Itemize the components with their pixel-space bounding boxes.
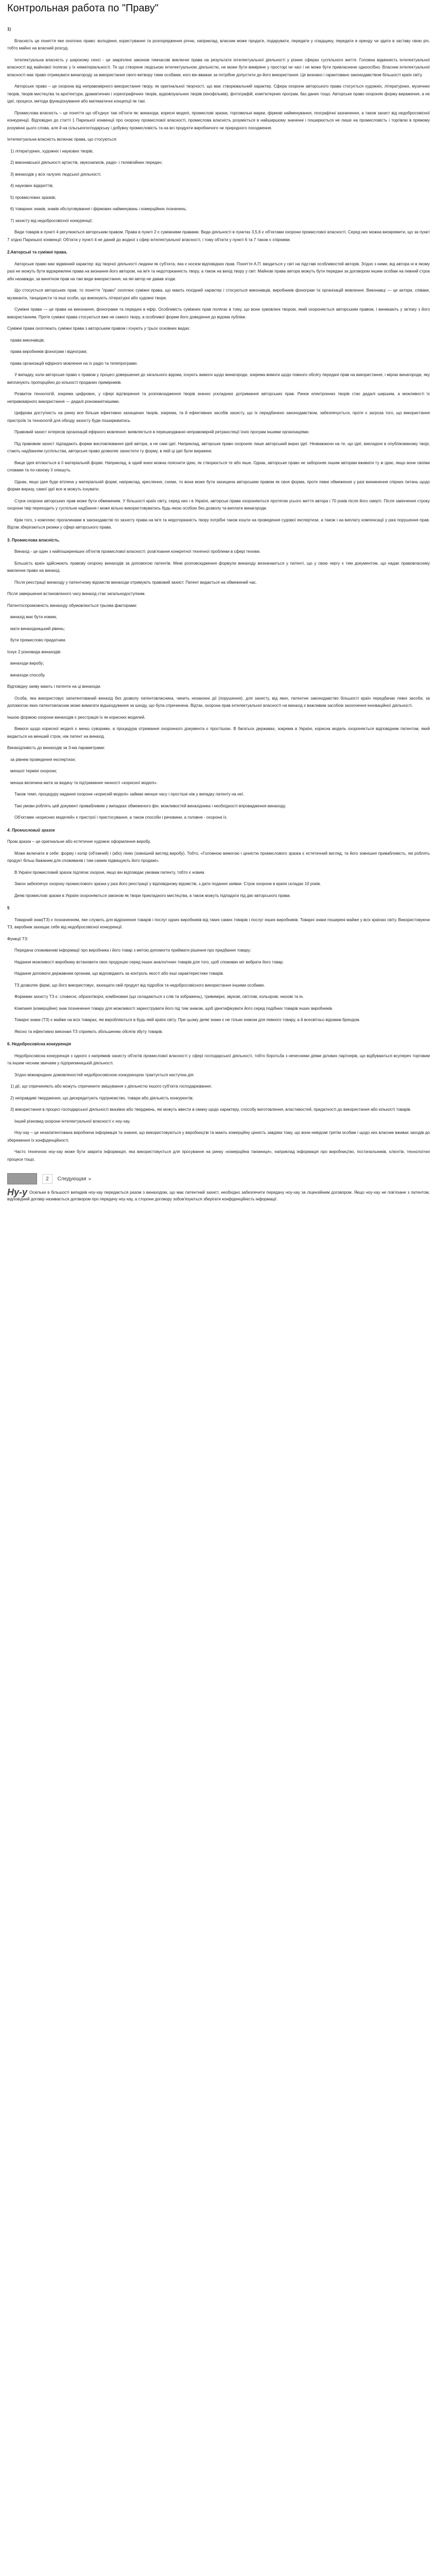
paragraph: Інший різновид охорони інтелектуальної власності є ноу-хау.: [14, 1118, 131, 1124]
page: [0, 2, 436, 1202]
paragraph: В Україні промисловий зразок підлягає охороні, якщо він відповідає умовам патенту, тобто є новим.: [14, 870, 205, 875]
next-page-label: Следующая: [57, 1176, 86, 1182]
paragraph: Правовий захист інтересів організацій ефірного мовлення: виявляється в перешкоджанні неправомірній ретрансляції їхніх програм іншими організаціями.: [14, 430, 310, 434]
list-item: винаходи способу.: [10, 672, 46, 677]
section-heading: 3. Промислова власність.: [7, 537, 60, 543]
paragraph: Вище ідея втілюється в її матеріальній формі. Наприклад, в одній книзі можна пояснити ідею, як створюється те або інше. Однак, авторське право не забороняє іншим авторам вживати ту ж ідею, якщо вони своїми словами та по-своєму її опишуть.: [7, 460, 430, 472]
paragraph: Патентоспроможність винаходу обумовлюється трьома факторами:: [7, 603, 137, 608]
paragraph: Товарний знак(ТЗ) є позначенням, яке служить для відрізнення товарів і послуг одних виробників від таких самих товарів і послуг інших виробників. Товарні знаки поширені майже у всіх країнах світу. Використовуючи ТЗ, виробник захищає себе від недобросовісної конкуренції.: [7, 917, 430, 929]
paragraph: Винахідливість до винаходів за 3-ма параметрами:: [7, 745, 106, 750]
current-page-number: 2: [42, 1174, 53, 1184]
paragraph: Недобросовісна конкуренція з одного з напрямків захисту об'єктів промислової власності у сфері господарської діяльності, тобто боротьба з нечесними діями ділових партнерів, що відбуваються всупереч торговим та іншим чесним звичаям у підприємницькій діяльності.: [7, 1053, 430, 1065]
paragraph: Під правовим захист підпадають форми висловлювання ідей автора, а не самі ідеї. Наприклад, авторське право охороняє лише авторський вираз ідеї. Незважаючи на те, що ідеї, викладені в опублікованому творі, стають надбанням суспільства, авторське право дозволяє захистити ту форму, в якій ці ідеї були виражені.: [7, 441, 430, 453]
paragraph: ТЗ дозволяє фірмі, що його використовує, захищати свій продукт від підробок та недобросовісного використання іншими особами.: [14, 982, 265, 988]
list-item: менша величина мита за видачу та підтримання чинності «корисної моделі».: [10, 780, 158, 785]
paragraph: Строк охорони авторських прав може бути обмеженим. У більшості країн світу, серед них і в Україні, авторські права охороняються протягом усього життя автора і 70 років після його смерті. Після закінчення строку охорони твір переходить у суспільне надбання і може вільно використовуватись будь-якою особою без дозволу та виплати винагороди.: [7, 498, 430, 511]
list-item: за рівнем проведення експертизи;: [10, 757, 76, 762]
list-item: бути промислово придатним.: [10, 638, 66, 642]
paragraph: Іншою формою охорони винаходів є реєстрація їх як корисних моделей.: [7, 715, 146, 720]
list-item: 1) літературних, художніх і наукових творів;: [10, 148, 94, 154]
paragraph: Товарні знаки (ТЗ) є майже на всіх товарах, які виробляються в будь-якій країні світу. При цьому деякі знаки є не тільки знаком для певного товару, а й всесвітньо відомим брендом.: [14, 1018, 360, 1022]
pagination: [7, 1173, 430, 1185]
next-arrow-icon: »: [88, 1176, 92, 1182]
list-item: 3) винаходів у всіх галузях людської діяльності;: [10, 172, 101, 177]
paragraph: Авторське право має відмінний характер: від творчої діяльності людини як суб'єкта, яка є носієм відповідних прав. Поняття А.П. вводиться у світ на підставі особливостей авторів. Згідно з ними, від автора ні в якому разі не можуть бути відокремлені права на визнання його автором, на ім'я та недоторканність твору, а також на вихід твору у світ. Майнові права автора можуть бути передані за договором іншим особам на певний строк або назавжди, за винятком прав на такі види використання, на які автор не давав згоди.: [7, 261, 430, 281]
paragraph: Крім того, з комплекс прогалинами в законодавстві по захисту права на ім'я та недоторканість твору потрібні також кошти на проведення судової експертизи, а також і на виплату компенсації у разі порушення прав. Відтак зберігаються ризики у сфері авторського права.: [7, 517, 430, 530]
paragraph: Особа, яка використовує запатентований винахід без дозволу патентовласника, чинить незаконні дії (порушення), для захисту, від яких, патентне законодавство більшості країн передбачає певні засоби, за допомогою яких патентовласник може вимагати відшкодування за шкоду, що була спричинена. Відтак, охорона прав інтелектуальної власності на винахід є важливим засобом заохочення інноваційної діяльності.: [7, 696, 430, 708]
paragraph: Суміжні права — це права на виконання, фонограми та передачі в ефір. Особливість суміжних прав полягає в тому, що вони зумовлені твором, який охороняється авторським правом, і виникають у зв'язку з його використанням. Проте суміжні права стосуються вже не самого твору, а особливої форми його доведення до відома публіки.: [7, 307, 430, 319]
section-heading: 5: [7, 906, 10, 910]
list-item: 7) захисту від недобросовісної конкуренції;: [10, 218, 93, 223]
paragraph: Функції ТЗ:: [7, 936, 28, 941]
list-item: права виробників фонограм і відеограм;: [10, 349, 88, 354]
paragraph: Відповідну заяву мають і патенти на ці винаходи.: [7, 684, 101, 689]
paragraph: Може включати в себе: форму і колір (об'ємний) і (або) лінію (зовнішній вигляд виробу). Тобто, «Головною вимогою і цінністю промислового зразка є естетичний вигляд, та його зовнішня привабливість, які роблять продукт більш бажаним для споживачів і тим самим підвищують його продажі».: [7, 851, 430, 863]
list-item: 2) виконавської діяльності артистів, звукозаписів, радіо- і телевізійних передач;: [10, 160, 163, 165]
paragraph: Такі умови роблять цей документ привабливим у випадках обмеженого фін. можливостей винахідника і необхідності впровадження винаходу.: [14, 803, 286, 808]
list-item: 6) товарних знаків, знаків обслуговування і фірмових найменувань і комерційних позначень;: [10, 207, 187, 211]
section-heading: 2.Авторські та суміжні права.: [7, 250, 67, 255]
paragraph: Що стосується авторських прав, то поняття "право" охоплює суміжні права, що мають похідний характер і стосуються виконавців, виробників фонограм та організацій мовлення. Виконавці — це актори, співаки, музиканти, танцюристи та інші особи, що виконують літературні або художні твори.: [7, 288, 430, 300]
prev-page-button[interactable]: [7, 1173, 37, 1184]
list-item: винахід має бути новим;: [10, 615, 57, 619]
list-item: права організацій ефірного мовлення на їх радіо та телепрограми.: [10, 361, 138, 366]
list-item: 1) дії, що спричиняють або можуть спричинити змішування з діяльністю іншого суб'єкта господарювання;: [10, 1084, 212, 1089]
list-item: 3) використання в процесі господарської діяльності вказівок або тверджень, які можуть ввести в оману щодо характеру, способу виготовлення, властивостей, придатності до використання або кількості товарів.: [10, 1107, 411, 1112]
paragraph: Існує 2 різновида винаходів:: [7, 649, 62, 654]
footer-lead: Ну-у: [7, 1187, 28, 1197]
paragraph: Формами захисту ТЗ є: словесні, образотворчі, комбіновані (що складаються з слів та зображень), тривимірні, звукові, світлові, кольорові, нюхові та ін.: [14, 994, 304, 999]
paragraph: Промислова власність – це поняття що об'єднує такі об'єкти як: винаходи, корисні моделі, промислові зразки, торговельні марки, фірмові найменування, географічні зазначення, а також захист від недобросовісної конкуренції. Відповідно до статті 1 Паризької конвенції про охорону промислової власності, промислова власність розуміється в найширшому значенні і поширюється не лише на промисловість і торгівлю в прямому розумінні цього слова, але й на сільськогосподарську і добувну промисловість та на всі продукти виробничого чи природного походження.: [7, 110, 430, 130]
page-title: Контрольная работа по "Праву": [7, 3, 159, 14]
paragraph: Часто технічною ноу-хау може бути закрита інформація, яка використовується для просування на ринку «комерційна таємниця», наприклад інформація про виробництво, постачальників, клієнтів, технологічні процеси тощо.: [7, 1149, 430, 1162]
footer-excerpt: [7, 1189, 430, 1202]
list-item: 4) наукових відкриттів;: [10, 183, 54, 188]
paragraph: Після завершення встановленого часу винахід стає загальнодоступним.: [7, 591, 146, 596]
paragraph: Розвиток технологій, зокрема цифрових, у сфері відтворення та розповсюдження творів значно ускладнює дотримання авторських прав. Ринок електронних творів стає дедалі ширшим, а можливості їх неправомірного використання — дедалі різноманітнішими.: [7, 392, 430, 404]
paragraph: Надання можливості виробнику встановити своє продукцію серед інших аналогічних товарів для того, щоб споживач міг вибрати його товар.: [14, 959, 284, 964]
document-body: [7, 26, 430, 1163]
paragraph: Згідно міжнародних домовленостей недобросовісною конкуренцією трактується наступна дія:: [14, 1072, 195, 1077]
footer-text: Оскільки в більшості випадків ноу-хау передається разом з винаходом, що має патентний захист, необхідно забезпечити передачу ноу-хау за ліцензійним договором. Якщо ноу-хау не пов'язане з патентом, відповідний договір називається договором про передачу ноу-хау, а сторони договору зобов'язуються зберігати конфіденційність інформації.: [7, 1190, 430, 1201]
paragraph: Цифрова доступність на ринку все більше ефективно захищених творів, зокрема, та й ефективних засобів захисту, що їх передбачено законодавством, забезпечується, проте є загроза того, що використання пристроїв та технологій для обходу захисту буде поширюватись.: [7, 411, 430, 423]
next-page-link[interactable]: [58, 1176, 92, 1182]
paragraph: Власність це поняття яке охоплює право: володіння, користування та розпорядження річчю, наприклад, власник може продати, подарувати, передати у спадщину, передати в оренду чи здати в заставу свою річ, тобто майно на власний розсуд.: [7, 38, 430, 50]
paragraph: Пром.зразок – це оригінальне або естетичне художнє оформлення виробу.: [7, 839, 151, 844]
paragraph: Види товарів в пункті 4 регулюються авторським правом. Права в пункті 2 є суміжними правами. Види діяльності в пунктах 3,5,6 є об'єктами охорони промислової власності. Серед них можна виокремити, що за пункт 7 згідно Паризької конвенції: Об'єкти у пункті 4 не даний до жодної з сфер інтелектуальної власності, і тому об'єкти у пункті 6 та 7 також є спірними.: [7, 230, 430, 242]
section-heading: 1): [7, 27, 11, 31]
paragraph: У випадку, коли авторське право є правом у процесі довершення до загального відома, існують вимоги щодо винагороди, зокрема вимоги щодо повного обсягу передачі прав на використання, і мірою винагороди, яку виплачують пропорційно до кількості проданих примірників.: [7, 372, 430, 385]
paragraph: Компанія (комерційне) знак позначення товару для можливості зареєструвати його під тим знаком, щоб ідентифікувати його серед подібних товарів інших виробників.: [14, 1006, 334, 1011]
list-item: 5) промислових зразків;: [10, 195, 56, 200]
list-item: 2) неправдиві твердження, що дискредитують підприємство, товари або діяльність конкурентів;: [10, 1095, 194, 1100]
paragraph: Вимоги щодо корисної моделі є менш суворими, а процедура отримання охоронного документа є простішою. В багатьох державах, зокрема в Україні, корисна модель охороняється відповідним патентом, який видається на менший строк, ніж патент на винахід.: [7, 726, 430, 739]
paragraph: Однак, якщо ідея буде втілена у матеріальній формі, наприклад, креслення, схеми, то вона може бути захищена авторським правом як своя форма, проте певні обмеження у разі виникнення спірних питань щодо форми виразу, самої ідеї все ж можуть існувати.: [7, 479, 430, 492]
paragraph: Інтелектуальна власність включає права, що стосуються:: [7, 137, 117, 142]
paragraph: Надання допомоги державним органам, що відповідають за контроль якості або інші характеристики товарів.: [14, 971, 224, 976]
paragraph: Винахід - це один з найпоширеніших об'єктів промислової власності: розв'язання конкретної технічної проблеми в сфері техніки.: [14, 549, 261, 554]
paragraph: Після реєстрації винаходу у патентному відомстві винаходи отримують правовий захист. Патент видається на обмежений час.: [14, 580, 257, 585]
paragraph: Інтелектуальна власність у широкому сенсі - це закріплені законом тимчасові виключні права на результати інтелектуальної діяльності у різних сферах суспільного життя. Головна відмінність інтелектуальної власності від майнової полягає у їх нематеріальності. Те що створене людською інтелектуальною діяльністю, не може бути виміряне у просторі чи часі і не може бути привласнене одноосібно. Власник інтелектуальної власності має право отримувати винагороду за використання свого витвору тими особами, кого він вважає за потрібне допустити до його використання. Це визнано і гарантовано законодавством більшості країн світу.: [7, 57, 430, 77]
paragraph: Також темп, процедуру надання охорони «корисній моделі» займає менше часу і простіше ніж у випадку патенту на неї.: [14, 792, 245, 796]
list-item: меншої терміні охорони;: [10, 769, 57, 773]
paragraph: Об'єктами «корисних моделей» є пристрої і пристосування, а також способи і речовини, а головне - охорона їх.: [14, 815, 228, 820]
paragraph: Авторське право – це охорона від неправомірного використання твору, як оригінальної творчості, що має створювальний характер. Сфера охорони авторського права стосується художніх, літературних, музичних творів, творів мистецтва та архітектури, драматичних і хореографічних творів, аудіовізуальних творів (кінофільмів), фотографій, комп'ютерних програм, баз даних тощо. Авторське право охороняє форму вираження, а не ідеї, процеси, методи функціонування або математичні концепції як такі.: [7, 84, 430, 104]
paragraph: Суміжні права охоплюють суміжні права з авторським правом і існують у трьох основних видах:: [7, 326, 190, 331]
list-item: мати винахідницький рівень;: [10, 626, 65, 631]
paragraph: Закон забезпечує охорону промислового зразка у разі його реєстрації у відповідному відомстві, з дати подання заявки. Строк охорони в країні складає 10 років.: [14, 882, 321, 886]
section-heading: 6. Недобросовісна конкуренція: [7, 1042, 72, 1046]
paragraph: Ноу-хау – це незапатентована виробнича інформація та знання, що використовуються у виробництві та мають комерційну цінність завдяки тому, що вони невідомі третім особам і щодо них власник вживає заходів до збереження їх конфіденційності.: [7, 1130, 430, 1143]
paragraph: Більшість країн здійснюють правову охорону винаходів за допомогою патентів. Межі розповсюдження формули винаходу визначаються у патенті, що у свою чергу є тим документом, що надає правовласнику виключне право на винахід.: [7, 561, 430, 573]
list-item: права виконавців;: [10, 337, 45, 343]
paragraph: Деякі промислові зразки в Україні охороняються законом як твори прикладного мистецтва, а також можуть підпадати під дію авторського права.: [14, 893, 291, 898]
list-item: винаходи виробу;: [10, 661, 44, 666]
paragraph: Якісно та ефективно виконані ТЗ сприяють збільшенню обсягів збуту товарів.: [14, 1029, 163, 1034]
paragraph: Передача споживачеві інформації про виробника і його товар з метою допомогти приймати рішення про придбання товару;: [14, 948, 251, 953]
section-heading: 4. Промисловий зразок: [7, 827, 55, 833]
